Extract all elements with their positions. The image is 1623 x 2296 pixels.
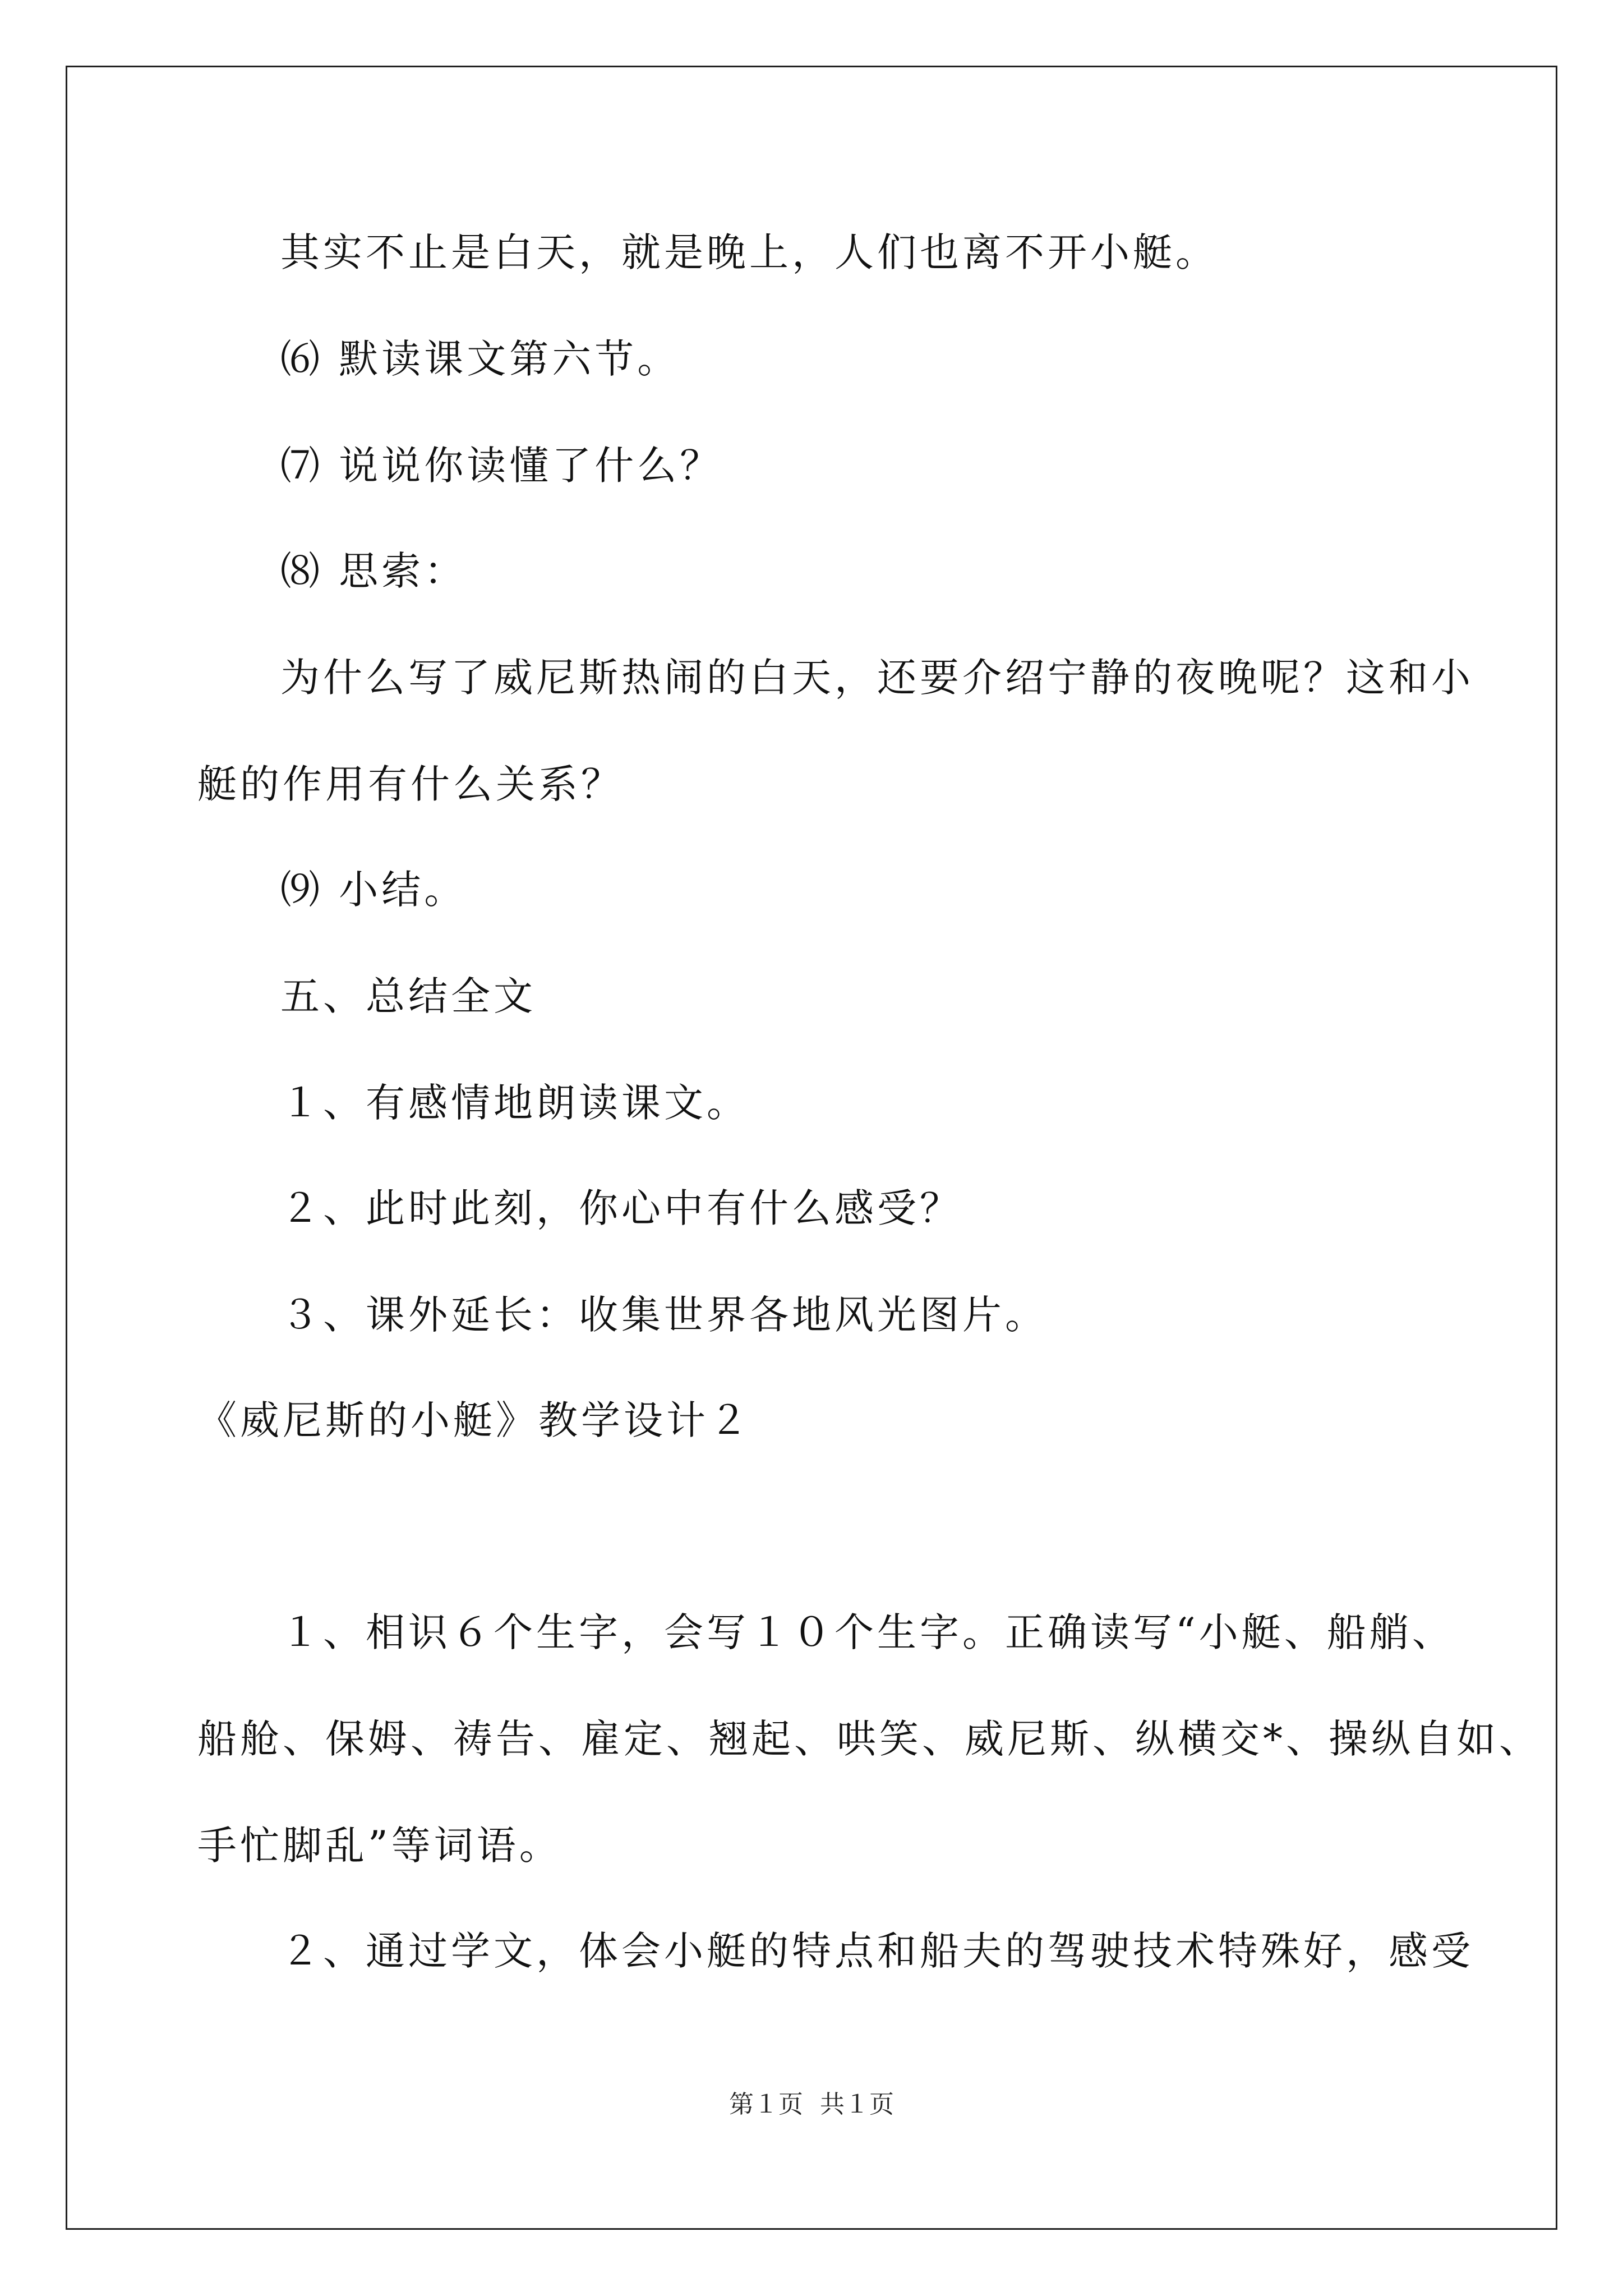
page-number: 第１页 (729, 2090, 803, 2119)
paragraph-line: 为什么写了威尼斯热闹的白天，还要介绍宁静的夜晚呢？这和小 (280, 655, 1474, 701)
page-border (66, 66, 1557, 2230)
list-item: １、有感情地朗读课文。 (280, 1080, 749, 1126)
page-total: 共１页 (820, 2090, 894, 2119)
list-item: ２、通过学文，体会小艇的特点和船夫的驾驶技术特殊好，感受 (280, 1928, 1474, 1974)
section-heading: 五、总结全文 (280, 973, 536, 1019)
page-footer (0, 2091, 1623, 2119)
paragraph-line: 船舱、保姆、祷告、雇定、翘起、哄笑、威尼斯、纵横交*、操纵自如、 (197, 1716, 1542, 1762)
list-item: ３、课外延长：收集世界各地风光图片。 (280, 1292, 1048, 1338)
list-item: ２、此时此刻，你心中有什么感受？ (280, 1185, 962, 1231)
paragraph-line: 手忙脚乱”等词语。 (197, 1823, 562, 1869)
paragraph-line: 其实不止是白天，就是晚上，人们也离不开小艇。 (280, 229, 1218, 275)
paragraph-line: ⑺ 说说你读懂了什么？ (280, 443, 723, 489)
paragraph-line: ⑹ 默读课文第六节。 (280, 336, 680, 382)
paragraph-line: ⑼ 小结。 (280, 867, 467, 913)
paragraph-line: ⑻ 思索： (280, 548, 467, 594)
paragraph-line: 艇的作用有什么关系？ (197, 761, 624, 807)
list-item: １、相识６个生字，会写１０个生字。正确读写“小艇、船艄、 (280, 1609, 1455, 1655)
document-title: 《威尼斯的小艇》教学设计２ (197, 1397, 751, 1443)
